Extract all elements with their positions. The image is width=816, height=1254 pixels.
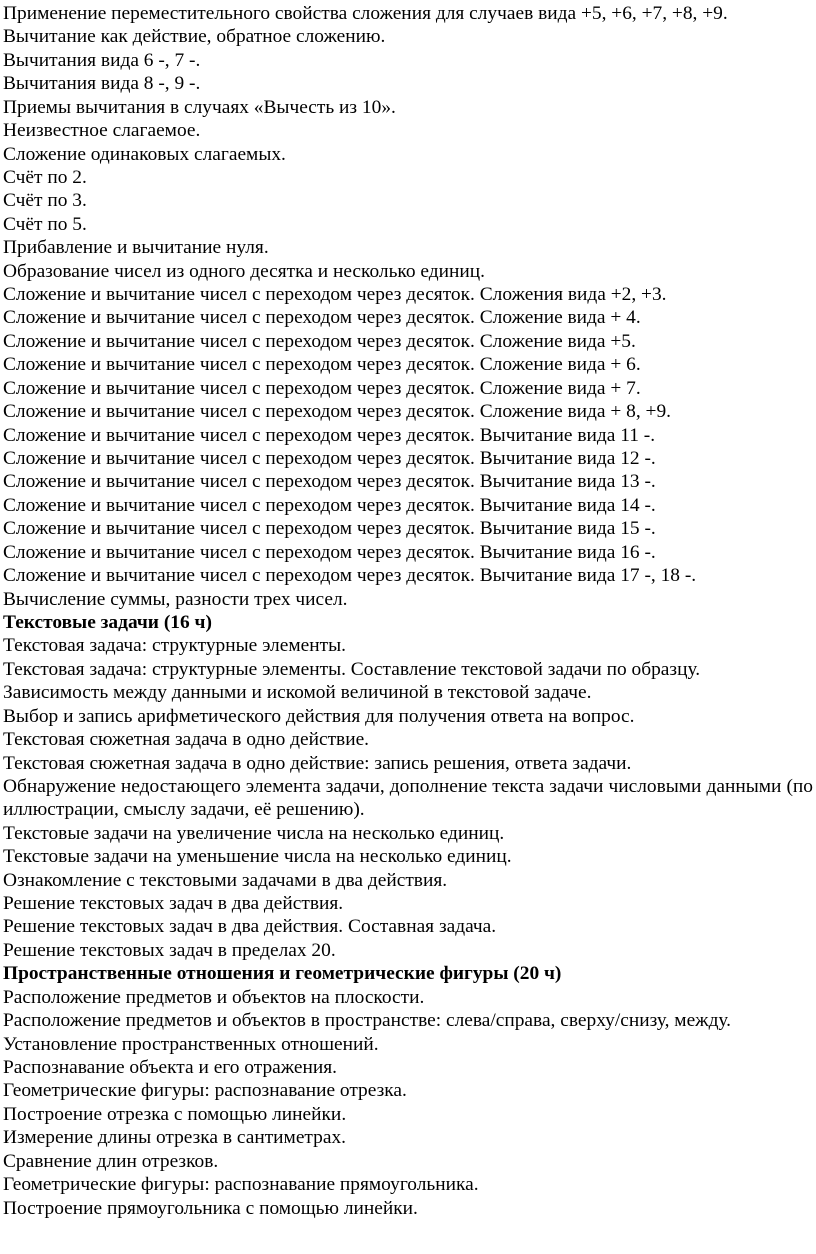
- topic-line: Текстовая сюжетная задача в одно действие.: [3, 729, 370, 751]
- topic-line: Сложение и вычитание чисел с переходом через десяток. Вычитание вида 13 -.: [3, 471, 656, 493]
- topic-line: Текстовые задачи на уменьшение числа на несколько единиц.: [3, 846, 512, 868]
- text-tasks-topic-list-continued: [3, 822, 813, 963]
- topic-line: Выбор и запись арифметического действия для получения ответа на вопрос.: [3, 705, 635, 727]
- topic-line: Текстовая задача: структурные элементы. Составление текстовой задачи по образцу.: [3, 658, 701, 680]
- document-page: [3, 2, 813, 1220]
- topic-line: Прибавление и вычитание нуля.: [3, 237, 269, 259]
- topic-line: Геометрические фигуры: распознавание прямоугольника.: [3, 1174, 479, 1196]
- topic-line: Сложение и вычитание чисел с переходом через десяток. Вычитание вида 11 -.: [3, 424, 656, 446]
- topic-line: Сложение и вычитание чисел с переходом через десяток. Вычитание вида 16 -.: [3, 541, 656, 563]
- topic-line: Измерение длины отрезка в сантиметрах.: [3, 1127, 346, 1149]
- topic-line: Вычитания вида 8 -, 9 -.: [3, 73, 201, 95]
- topic-line: Расположение предметов и объектов в пространстве: слева/справа, сверху/снизу, между.: [3, 1010, 732, 1032]
- topic-line: Сложение и вычитание чисел с переходом через десяток. Сложение вида + 8, +9.: [3, 401, 672, 423]
- topic-line: Счёт по 5.: [3, 213, 87, 235]
- topic-line: Вычисление суммы, разности трех чисел.: [3, 588, 348, 610]
- topic-line: Распознавание объекта и его отражения.: [3, 1056, 338, 1078]
- topic-line: Сложение и вычитание чисел с переходом через десяток. Сложения вида +2, +3.: [3, 284, 667, 306]
- topic-line: Геометрические фигуры: распознавание отрезка.: [3, 1080, 407, 1102]
- section-heading-geometry: Пространственные отношения и геометрические фигуры (20 ч): [3, 963, 562, 985]
- topic-line: Зависимость между данными и искомой величиной в текстовой задаче.: [3, 682, 592, 704]
- topic-line: Образование чисел из одного десятка и несколько единиц.: [3, 260, 485, 282]
- topic-line: Счёт по 2.: [3, 166, 87, 188]
- topic-line: Неизвестное слагаемое.: [3, 120, 201, 142]
- topic-line: Сложение и вычитание чисел с переходом через десяток. Вычитание вида 12 -.: [3, 448, 656, 470]
- topic-line: Сравнение длин отрезков.: [3, 1150, 219, 1172]
- topic-line: Сложение и вычитание чисел с переходом через десяток. Вычитание вида 15 -.: [3, 518, 656, 540]
- text-tasks-topic-list: [3, 634, 813, 775]
- topic-line: Решение текстовых задач в пределах 20.: [3, 939, 336, 961]
- topic-line: Построение отрезка с помощью линейки.: [3, 1103, 347, 1125]
- geometry-topic-list: [3, 986, 813, 1220]
- text-tasks-paragraph: Обнаружение недостающего элемента задачи, дополнение текста задачи числовыми данными (по иллюстрации, смыслу задачи, её решению).: [3, 775, 813, 821]
- topic-line: Сложение и вычитание чисел с переходом через десяток. Вычитание вида 14 -.: [3, 494, 656, 516]
- topic-line: Сложение и вычитание чисел с переходом через десяток. Сложение вида + 6.: [3, 354, 641, 376]
- topic-line: Вычитание как действие, обратное сложению.: [3, 26, 386, 48]
- topic-line: Построение прямоугольника с помощью линейки.: [3, 1197, 418, 1219]
- topic-line: Установление пространственных отношений.: [3, 1033, 379, 1055]
- topic-line: Приемы вычитания в случаях «Вычесть из 10».: [3, 96, 396, 118]
- topic-line: Сложение и вычитание чисел с переходом через десяток. Вычитание вида 17 -, 18 -.: [3, 565, 697, 587]
- topic-line: Счёт по 3.: [3, 190, 87, 212]
- topic-line: Вычитания вида 6 -, 7 -.: [3, 49, 201, 71]
- topic-line: Сложение и вычитание чисел с переходом через десяток. Сложение вида + 4.: [3, 307, 641, 329]
- topic-line: Текстовая сюжетная задача в одно действие: запись решения, ответа задачи.: [3, 752, 632, 774]
- topic-line: Решение текстовых задач в два действия.: [3, 893, 344, 915]
- section-heading-text-tasks: Текстовые задачи (16 ч): [3, 611, 212, 633]
- topic-line: Ознакомление с текстовыми задачами в два действия.: [3, 869, 448, 891]
- intro-topic-list: [3, 2, 813, 611]
- topic-line: Сложение и вычитание чисел с переходом через десяток. Сложение вида +5.: [3, 330, 636, 352]
- topic-line: Решение текстовых задач в два действия. Составная задача.: [3, 916, 497, 938]
- topic-line: Применение переместительного свойства сложения для случаев вида +5, +6, +7, +8, +9.: [3, 3, 728, 24]
- topic-line: Расположение предметов и объектов на плоскости.: [3, 986, 425, 1008]
- topic-line: Текстовые задачи на увеличение числа на несколько единиц.: [3, 822, 505, 844]
- topic-line: Текстовая задача: структурные элементы.: [3, 635, 346, 657]
- topic-line: Сложение и вычитание чисел с переходом через десяток. Сложение вида + 7.: [3, 377, 641, 399]
- topic-line: Сложение одинаковых слагаемых.: [3, 143, 286, 165]
